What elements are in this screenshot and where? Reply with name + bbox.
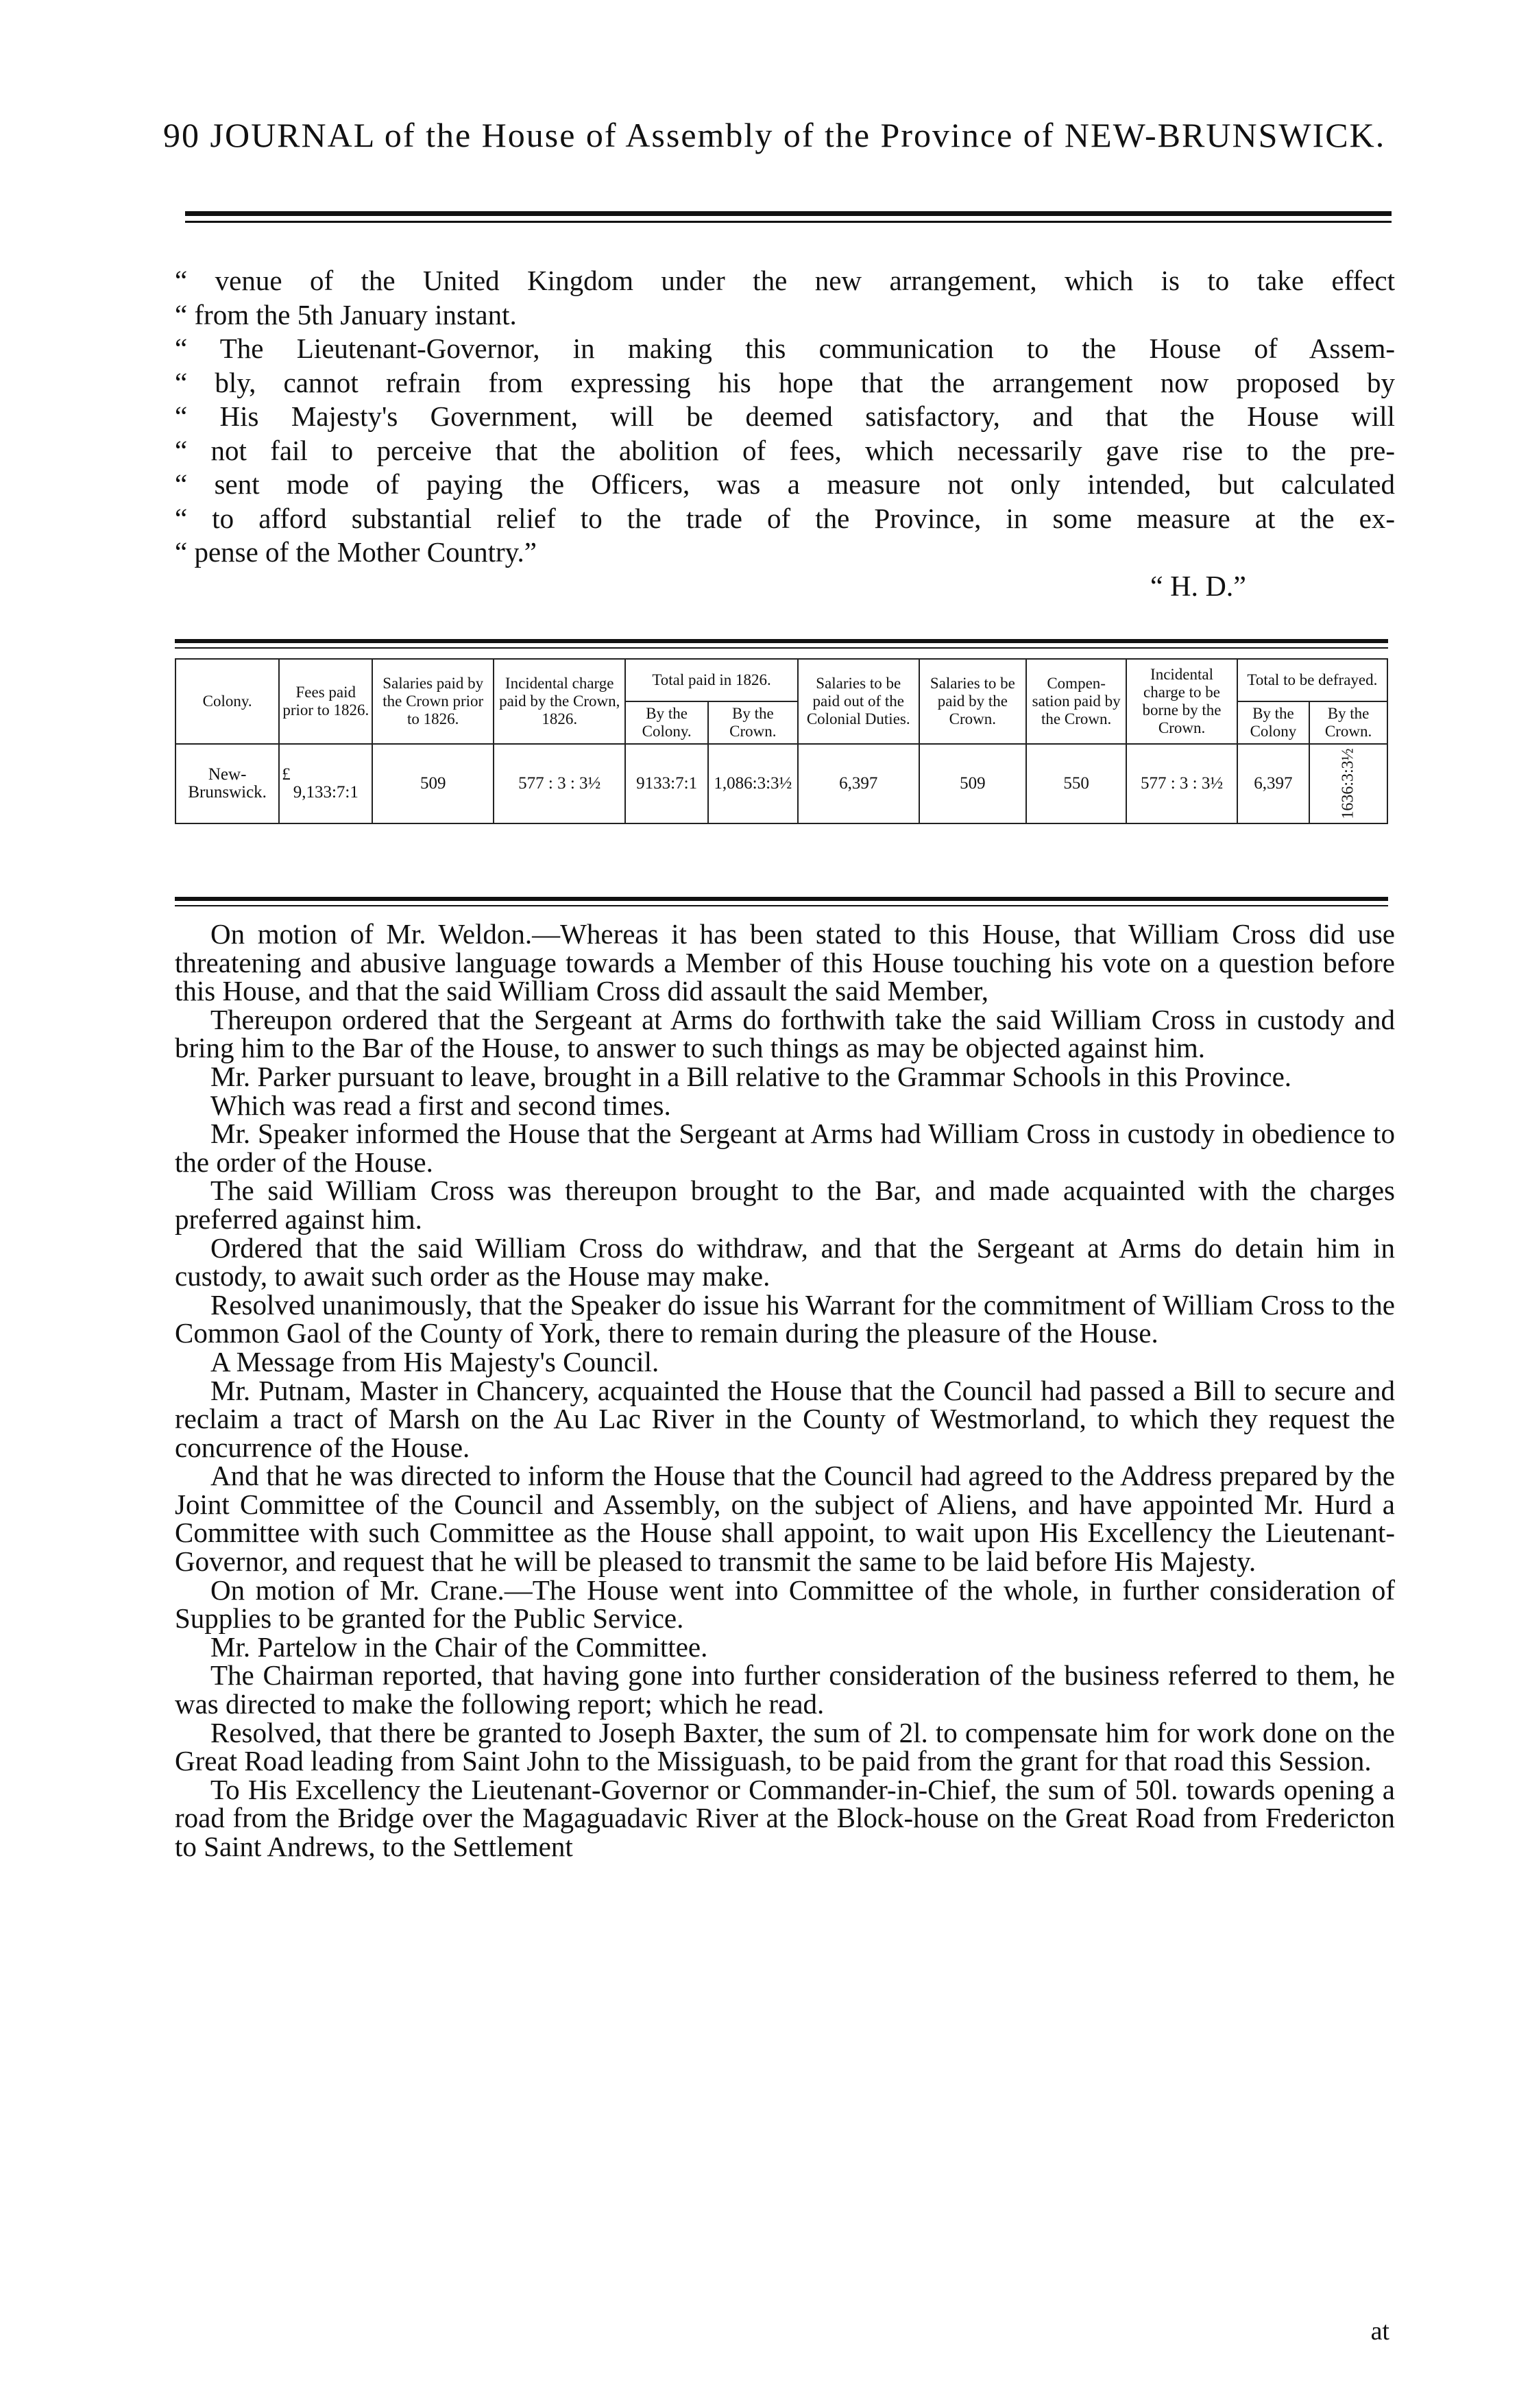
cell-incidental-to-be: 577 : 3 : 3½	[1126, 744, 1237, 823]
cell-compensation: 550	[1026, 744, 1126, 823]
table-bottom-rule-thick	[175, 897, 1388, 901]
col-total-by-crown: By the Crown.	[1309, 701, 1387, 744]
col-colony: Colony.	[175, 659, 279, 744]
table-bottom-rule-thin	[175, 905, 1388, 906]
col-by-colony: By the Colony.	[625, 701, 708, 744]
quote-line: “ not fail to perceive that the abolition of fees, which necessarily gave rise to the pre-	[175, 434, 1395, 466]
table-row	[175, 744, 1387, 823]
paragraph: Resolved unanimously, that the Speaker do issue his Warrant for the commitment of William Cross to the Common Gaol of the County of York, there to remain during the pleasure of the House.	[175, 1288, 1395, 1349]
col-salaries-crown: Salaries to be paid by the Crown.	[919, 659, 1026, 744]
col-by-crown: By the Crown.	[708, 701, 798, 744]
paragraph: A Message from His Majesty's Council.	[210, 1345, 659, 1377]
col-compensation: Compen-sation paid by the Crown.	[1026, 659, 1126, 744]
cell-fees-paid-value: 9,133:7:1	[293, 783, 359, 802]
cell-salaries-paid: 509	[372, 744, 494, 823]
page-number: 90	[163, 116, 200, 154]
paragraph: The said William Cross was thereupon brought to the Bar, and made acquainted with the charges preferred against him.	[175, 1175, 1395, 1235]
head-rule-thick	[185, 211, 1392, 216]
running-head-title: JOURNAL of the House of Assembly of the Province of NEW-BRUNSWICK.	[210, 116, 1386, 154]
running-head	[163, 115, 1397, 155]
quote-line: “ sent mode of paying the Officers, was a measure not only intended, but calculated	[175, 468, 1395, 500]
cell-colony: New-Brunswick.	[175, 744, 279, 823]
cell-fees-paid	[279, 744, 372, 823]
cell-total-by-colony: 6,397	[1237, 744, 1309, 823]
quote-line: “ bly, cannot refrain from expressing his hope that the arrangement now proposed by	[175, 366, 1395, 398]
col-salaries-paid: Salaries paid by the Crown prior to 1826.	[372, 659, 494, 744]
paragraph: To His Excellency the Lieutenant-Governor or Commander-in-Chief, the sum of 50l. towards opening a road from the Bridge over the Magaguadavic River at the Block-house on the Great Road from Fredericton to Saint Andrews, to the Settlement	[175, 1773, 1395, 1862]
quote-line: “ venue of the United Kingdom under the new arrangement, which is to take effect	[175, 265, 1395, 296]
col-fees-paid: Fees paid prior to 1826.	[279, 659, 372, 744]
paragraph: Which was read a first and second times.	[210, 1089, 671, 1121]
col-total-by-colony: By the Colony	[1237, 701, 1309, 744]
quoted-message	[175, 264, 1395, 570]
paragraph: Thereupon ordered that the Sergeant at Arms do forthwith take the said William Cross in custody and bring him to the Bar of the House, to answer to such things as may be objected against him.	[175, 1003, 1395, 1064]
proceedings-text	[175, 920, 1395, 1862]
col-total-defrayed: Total to be defrayed.	[1237, 659, 1387, 701]
currency-mark: £	[282, 765, 291, 784]
cell-by-crown: 1,086:3:3½	[708, 744, 798, 823]
paragraph: Resolved, that there be granted to Joseph Baxter, the sum of 2l. to compensate him for work done on the Great Road leading from Saint John to the Missiguash, to be paid from the grant for that road this Session.	[175, 1716, 1395, 1777]
quote-line: “ His Majesty's Government, will be deemed satisfactory, and that the House will	[175, 400, 1395, 432]
quote-line: “ pense of the Mother Country.”	[175, 536, 537, 568]
col-total-paid: Total paid in 1826.	[625, 659, 797, 701]
table-top-rule-thin	[175, 647, 1388, 649]
cell-salaries-colonial: 6,397	[798, 744, 919, 823]
col-incidental: Incidental charge paid by the Crown, 1826.	[494, 659, 625, 744]
paragraph: Mr. Putnam, Master in Chancery, acquainted the House that the Council had passed a Bill to secure and reclaim a tract of Marsh on the Au Lac River in the County of Westmorland, to which they request the concurrence of the House.	[175, 1374, 1395, 1463]
quote-line: “ to afford substantial relief to the trade of the Province, in some measure at the ex-	[175, 502, 1395, 534]
cell-incidental: 577 : 3 : 3½	[494, 744, 625, 823]
col-salaries-colonial: Salaries to be paid out of the Colonial Duties.	[798, 659, 919, 744]
cell-total-by-crown-value: 1636:3:3½	[1339, 748, 1358, 819]
cell-by-colony: 9133:7:1	[625, 744, 708, 823]
cell-total-by-crown	[1309, 744, 1387, 823]
paragraph: Ordered that the said William Cross do withdraw, and that the Sergeant at Arms do detain him in custody, to await such order as the House may make.	[175, 1231, 1395, 1292]
quote-line: “ from the 5th January instant.	[175, 298, 517, 330]
catchword: at	[1370, 2317, 1389, 2346]
paragraph: On motion of Mr. Weldon.—Whereas it has been stated to this House, that William Cross did use threatening and abusive language towards a Member of this House touching his vote on a question before this House, and that the said William Cross did assault the said Member,	[175, 918, 1395, 1007]
paragraph: And that he was directed to inform the House that the Council had agreed to the Address prepared by the Joint Committee of the Council and Assembly, on the subject of Aliens, and have appointed Mr. Hurd a Committee with such Committee as the House shall appoint, to wait upon His Excellency the Lieutenant-Governor, and request that he will be pleased to transmit the same to be laid before His Majesty.	[175, 1460, 1395, 1578]
signoff: “ H. D.”	[1150, 571, 1246, 603]
paragraph: On motion of Mr. Crane.—The House went into Committee of the whole, in further consideration of Supplies to be granted for the Public Service.	[175, 1574, 1395, 1635]
quote-line: “ The Lieutenant-Governor, in making this communication to the House of Assem-	[175, 333, 1395, 364]
table-top-rule-thick	[175, 639, 1388, 643]
paragraph: Mr. Parker pursuant to leave, brought in a Bill relative to the Grammar Schools in this Province.	[210, 1060, 1292, 1092]
paragraph: The Chairman reported, that having gone into further consideration of the business referred to them, he was directed to make the following report; which he read.	[175, 1659, 1395, 1720]
head-rule-thin	[185, 221, 1392, 223]
cell-salaries-crown: 509	[919, 744, 1026, 823]
col-incidental-to-be: Incidental charge to be borne by the Crown.	[1126, 659, 1237, 744]
paragraph: Mr. Partelow in the Chair of the Committee.	[210, 1630, 708, 1663]
paragraph: Mr. Speaker informed the House that the Sergeant at Arms had William Cross in custody in obedience to the order of the House.	[175, 1118, 1395, 1178]
fees-table	[175, 658, 1388, 824]
